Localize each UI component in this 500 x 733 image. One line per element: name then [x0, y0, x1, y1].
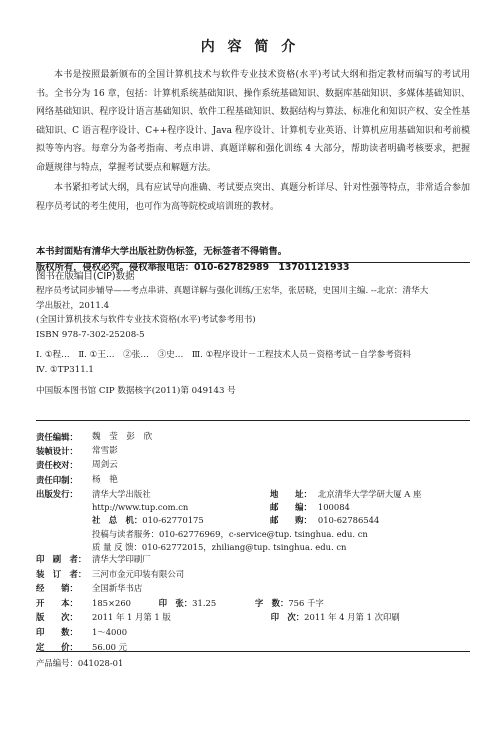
zip-value: 100084 [317, 502, 350, 513]
zip-label: 邮 编： [270, 502, 312, 513]
impression-value: 2011 年 4 月第 1 次印刷 [304, 612, 400, 623]
credit-row [36, 473, 470, 487]
credit-row [36, 430, 470, 444]
cip-line-6: Ⅳ. ①TP311.1 [36, 364, 94, 375]
credit-label: 责任校对： [36, 460, 78, 471]
publisher-name: 清华大学出版社 [92, 489, 151, 499]
cip-line-1: 程序员考试同步辅导——考点串讲、真题详解与强化训练/王宏华，张居晓，史国川主编. --北京：清华大 [36, 286, 429, 296]
binder-label: 装 订 者： [36, 568, 87, 579]
credit-value: 常雪影 [92, 446, 118, 457]
print-count-label: 印 数： [36, 626, 78, 637]
credit-label: 责任编辑： [36, 432, 78, 442]
switchboard-label: 社 总 机： [92, 515, 143, 526]
credit-row [36, 444, 470, 458]
mail-order-value: 010-62786544 [317, 515, 380, 526]
credit-value: 魏 莹 彭 欣 [92, 432, 153, 442]
words-value: 756 千字 [288, 597, 324, 608]
credit-value: 杨 艳 [92, 474, 118, 485]
format-value: 185×260 [92, 597, 131, 608]
divider-middle [36, 420, 470, 421]
mail-order-label: 邮 购： [270, 515, 312, 526]
edition-value: 2011 年 1 月第 1 版 [92, 612, 171, 623]
reader-service: 投稿与读者服务：010-62776969，c-service@tup. tsinghua. edu. cn [92, 528, 368, 539]
page-title: 内 容 简 介 [200, 39, 300, 55]
impression-label: 印 次： [270, 612, 305, 623]
intro-paragraph-1: 本书是按照最新颁布的全国计算机技术与软件专业技术资格(水平)考试大纲和指定教材而编写的考试用书。全书分为 16 章，包括：计算机系统基础知识、操作系统基础知识、数据库基础知识、多媒体基础知识、网络基础知识、程序设计语言基础知识、软件工程基础知识、数据结构与算法、标准化和知识产权、安全性基础知识、C 语言程序设计、C++程序设计、Java 程序设计、计算机专业英语、计算机应用基础知识和考前模拟等等内容。每章分为备考指南、考点串讲、真题详解和强化训练 4 大部分，帮助读者明确考核要求，把握命题规律与特点，掌握考试要点和解题方法。 [36, 70, 470, 173]
distributor-label: 经 销： [36, 583, 78, 594]
divider-top [36, 262, 470, 263]
sheets-value: 31.25 [192, 597, 217, 608]
printer-label: 印 刷 者： [36, 554, 87, 564]
address-value: 北京清华大学学研大厦 A 座 [317, 489, 422, 499]
cip-line-4: ISBN 978-7-302-25208-5 [36, 329, 145, 340]
address-label: 地 址： [270, 489, 312, 499]
print-count-value: 1～4000 [92, 626, 128, 637]
cip-heading: 图书在版编目(CIP)数据 [36, 271, 135, 282]
product-code: 产品编号：041028-01 [36, 658, 124, 668]
quality-feedback: 质 量 反 馈：010-62772015，zhiliang@tup. tsinghua. edu. cn [92, 541, 347, 552]
credit-value: 周剑云 [92, 460, 118, 471]
cip-line-3: (全国计算机技术与软件专业技术资格(水平)考试参考用书) [36, 315, 256, 326]
cip-line-5: Ⅰ. ①程… Ⅱ. ①王… ②张… ③史… Ⅲ. ①程序设计－工程技术人员－资格考试－自学参考资料 [36, 350, 411, 361]
printing-block [36, 552, 470, 654]
switchboard-value: 010-62770175 [142, 515, 204, 526]
cip-line-2: 学出版社，2011.4 [36, 300, 110, 311]
credit-label: 责任印制： [36, 474, 78, 485]
divider-bottom [36, 651, 470, 652]
publisher-block [36, 488, 470, 554]
credit-label: 装帧设计： [36, 446, 78, 457]
credits-block [36, 430, 470, 487]
sheets-label: 印 张： [158, 597, 193, 608]
notice-line-2: 版权所有，侵权必究。侵权举报电话：010-62782989 13701121933 [36, 262, 350, 273]
intro-section [36, 66, 470, 216]
credit-row [36, 458, 470, 472]
cip-block [36, 284, 470, 398]
price-value: 56.00 元 [92, 641, 128, 652]
format-label: 开 本： [36, 597, 78, 608]
publisher-label: 出版发行： [36, 489, 78, 499]
printer-value: 清华大学印刷厂 [92, 554, 151, 564]
cip-line-7: 中国版本图书馆 CIP 数据核字(2011)第 049143 号 [36, 385, 236, 396]
publisher-url: http://www.tup.com.cn [92, 502, 189, 513]
distributor-value: 全国新华书店 [92, 583, 143, 594]
binder-value: 三河市金元印装有限公司 [92, 568, 185, 579]
price-label: 定 价： [36, 641, 78, 652]
edition-label: 版 次： [36, 612, 78, 623]
notice-line-1: 本书封面贴有清华大学出版社防伪标签，无标签者不得销售。 [36, 246, 288, 257]
intro-paragraph-2: 本书紧扣考试大纲，具有应试导向准确、考试要点突出、真题分析详尽、针对性强等特点，非常适合参加程序员考试的考生使用，也可作为高等院校或培训班的教材。 [36, 183, 470, 212]
words-label: 字 数： [254, 597, 289, 608]
